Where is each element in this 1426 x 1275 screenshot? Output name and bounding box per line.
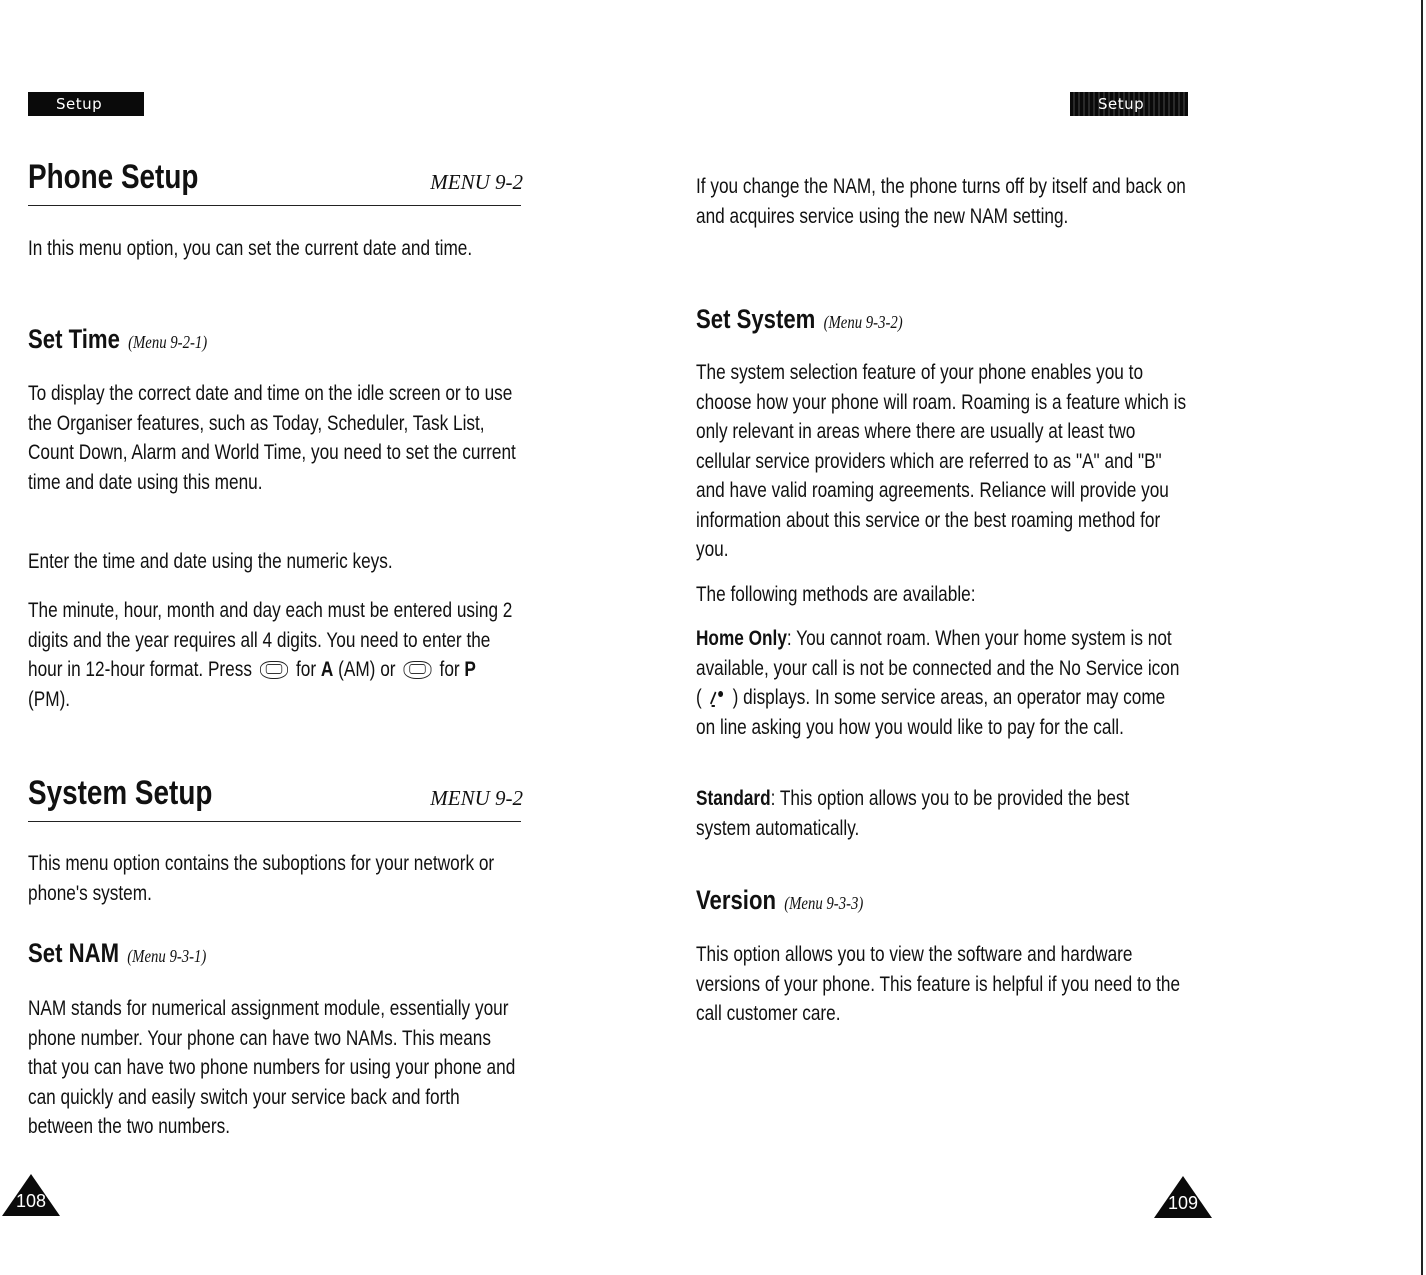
version-title: Version (696, 885, 776, 915)
divider (28, 205, 521, 206)
set-time-paragraph-1: To display the correct date and time on the idle screen or to use the Organiser features, such as Today, Scheduler, Task List, Count Down, Alarm and World Time, you need to set the current time and date using this menu. (28, 382, 516, 494)
pm-text: (PM). (28, 687, 71, 711)
key-7-icon (260, 661, 288, 679)
page-number-left: 108 (15, 1191, 47, 1211)
home-only-label: Home Only (696, 627, 787, 650)
divider (28, 821, 521, 822)
version-paragraph: This option allows you to view the software and hardware versions of your phone. This feature is helpful if you need to the call customer care. (696, 943, 1181, 1025)
section-tab-right: Setup (1070, 92, 1188, 116)
set-nam-paragraph: NAM stands for numerical assignment module, essentially your phone number. Your phone can have two NAMs. This means that you can have two phone numbers for using your phone and can quickly and easily switch your service back and forth between the two numbers. (28, 997, 516, 1138)
menu-ref-system-setup: MENU 9-2 (430, 786, 523, 810)
standard-paragraph (696, 784, 1188, 843)
heading-version (696, 885, 863, 916)
home-only-paragraph (696, 624, 1188, 742)
heading-set-nam (28, 938, 206, 969)
heading-set-time (28, 324, 207, 355)
standard-text: : This option allows you to be provided the best system automatically. (696, 787, 1130, 840)
section-tab-left: Setup (28, 92, 144, 116)
no-service-icon (708, 688, 726, 708)
set-time-title: Set Time (28, 324, 120, 354)
heading-set-system (696, 304, 903, 335)
key-2-icon (404, 661, 432, 679)
set-system-title: Set System (696, 304, 816, 334)
pm-letter: P (464, 658, 476, 681)
heading-system-setup: System Setup (28, 774, 213, 812)
phone-setup-intro: In this menu option, you can set the current date and time. (28, 237, 473, 260)
am-text: (AM) or (338, 658, 396, 681)
page-number-109 (1152, 1174, 1214, 1220)
set-time-p3c: for (439, 658, 460, 681)
set-time-paragraph-3 (28, 596, 520, 714)
home-only-text-b: ) displays. In some service areas, an operator may come on line asking you how you would like to pay for the call. (696, 686, 1166, 739)
set-nam-title: Set NAM (28, 938, 120, 968)
system-setup-intro: This menu option contains the suboptions for your network or phone's system. (28, 852, 495, 905)
set-nam-menu: (Menu 9-3-1) (127, 946, 207, 966)
set-time-paragraph-2: Enter the time and date using the numeric keys. (28, 550, 393, 573)
heading-phone-setup: Phone Setup (28, 158, 199, 196)
menu-ref-phone-setup: MENU 9-2 (430, 170, 523, 194)
page-number-108 (0, 1172, 62, 1218)
page-number-right: 109 (1167, 1193, 1199, 1213)
standard-label: Standard (696, 787, 771, 810)
set-time-p3b: for (295, 658, 317, 681)
set-time-menu: (Menu 9-2-1) (128, 332, 208, 352)
set-time-p3a: The minute, hour, month and day each must be entered using 2 digits and the year requires all 4 digits. You need to enter the hour in 12-hour format. Press (28, 599, 513, 681)
home-only-text-a: : You cannot roam. When your home system is not available, your call is not be connected and the No Service icon ( (696, 627, 1180, 709)
set-system-paragraph-1: The system selection feature of your phone enables you to choose how your phone will roam. Roaming is a feature which is only relevant in areas where there are usually at least two cellular service providers which are referred to as "A" and "B" and have valid roaming agreements. Reliance will provide you information about this service or the best roaming method for you. (696, 361, 1187, 561)
version-menu: (Menu 9-3-3) (784, 893, 864, 913)
set-system-paragraph-2: The following methods are available: (696, 583, 976, 606)
am-letter: A (320, 658, 334, 681)
page-edge (1421, 0, 1423, 1275)
nam-change-paragraph: If you change the NAM, the phone turns off by itself and back on and acquires service using the new NAM setting. (696, 175, 1186, 228)
set-system-menu: (Menu 9-3-2) (823, 312, 903, 332)
